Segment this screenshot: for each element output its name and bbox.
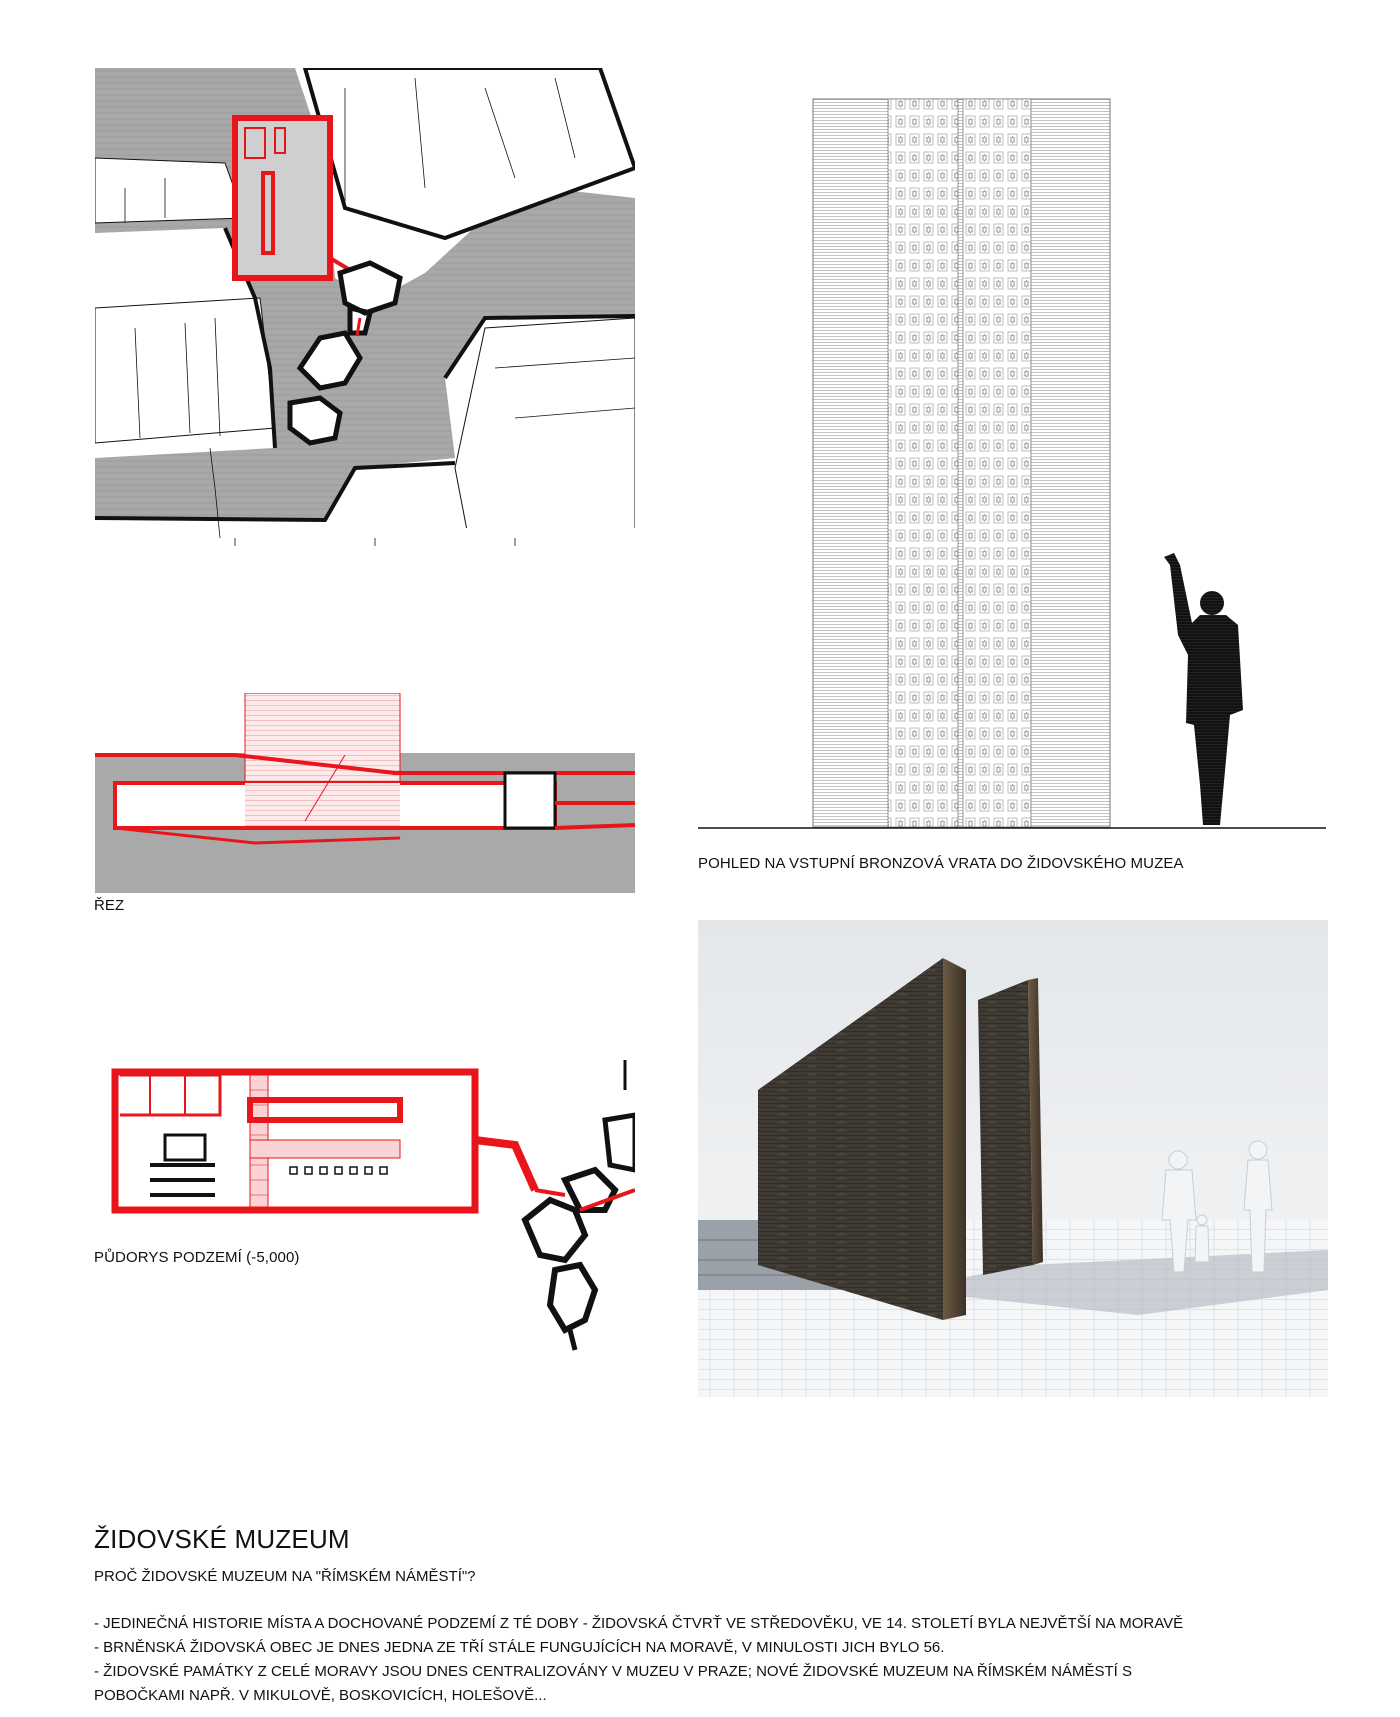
museum-entrance-render — [698, 920, 1328, 1397]
gate-elevation — [698, 95, 1338, 840]
underground-floor-plan — [95, 1060, 635, 1360]
section-caption: ŘEZ — [94, 897, 125, 914]
list-item: - ŽIDOVSKÉ PAMÁTKY Z CELÉ MORAVY JSOU DNES CENTRALIZOVÁNY V MUZEU V PRAZE; NOVÉ ŽIDOVSKÉ MUZEUM NA ŘÍMSKÉM NÁMĚSTÍ S — [94, 1663, 1132, 1680]
list-item: POBOČKAMI NAPŘ. V MIKULOVĚ, BOSKOVICÍCH, HOLEŠOVĚ... — [94, 1687, 547, 1704]
site-plan — [95, 68, 635, 546]
section-drawing — [95, 693, 635, 893]
reasons-list — [94, 1612, 1354, 1708]
list-item: - JEDINEČNÁ HISTORIE MÍSTA A DOCHOVANÉ PODZEMÍ Z TÉ DOBY - ŽIDOVSKÁ ČTVRŤ VE STŘEDOVĚKU, VE 14. STOLETÍ BYLA NEJVĚTŠÍ NA MORAVĚ — [94, 1615, 1184, 1632]
gate-view-caption: POHLED NA VSTUPNÍ BRONZOVÁ VRATA DO ŽIDOVSKÉHO MUZEA — [698, 855, 1184, 872]
list-item: - BRNĚNSKÁ ŽIDOVSKÁ OBEC JE DNES JEDNA ZE TŘÍ STÁLE FUNGUJÍCÍCH NA MORAVĚ, V MINULOSTI JICH BYLO 56. — [94, 1639, 945, 1656]
page-subtitle: PROČ ŽIDOVSKÉ MUZEUM NA "ŘÍMSKÉM NÁMĚSTÍ"? — [94, 1568, 476, 1585]
page-title: ŽIDOVSKÉ MUZEUM — [94, 1524, 350, 1554]
floor-plan-caption: PŮDORYS PODZEMÍ (-5,000) — [94, 1249, 300, 1266]
